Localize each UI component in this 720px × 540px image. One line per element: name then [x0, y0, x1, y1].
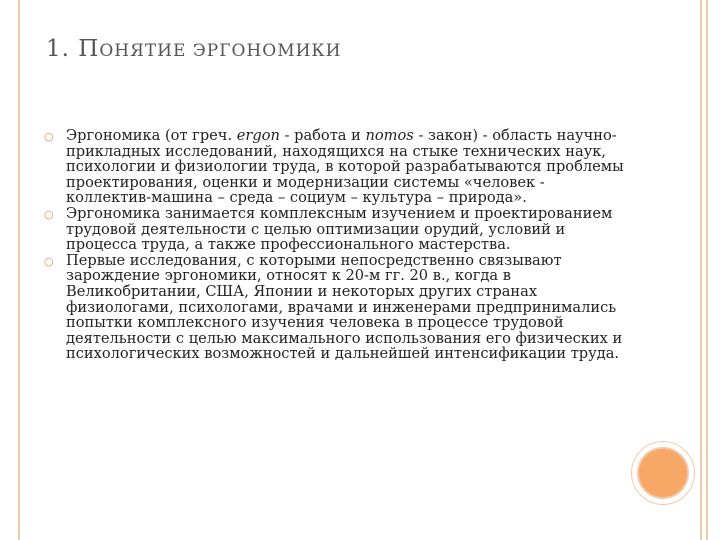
- slide-content: [44, 128, 624, 362]
- bullet-text-part: - закон) - область научно-прикладных исследований, находящихся на стыке технических наук, психологии и физиологии труда, в которой разрабатываются проблемы проектирования, оценки и модернизации системы «человек - коллектив-машина – среда – социум – культура – природа».: [66, 127, 624, 207]
- title-rest: ОНЯТИЕ ЭРГОНОМИКИ: [99, 41, 342, 61]
- bullet-text-part: Эргономика (от греч.: [66, 127, 237, 144]
- bullet-item: [44, 253, 624, 362]
- bullet-item: [44, 206, 624, 253]
- bullet-text-part: - работа и: [279, 127, 366, 144]
- ring-bullet-icon: ○: [44, 207, 54, 221]
- ring-bullet-icon: ○: [44, 130, 54, 143]
- slide-title: [46, 36, 341, 62]
- ring-bullet-icon: ○: [44, 254, 54, 268]
- decor-line-right: [700, 0, 702, 540]
- bullet-text: Первые исследования, с которыми непосредственно связывают зарождение эргономики, относят к 20-м гг. 20 в., когда в Великобритании, США, Японии и некоторых других странах физиологами, психологами, врачами и инженерами предпринимались попытки комплексного изучения человека в процессе трудовой деятельности с целью максимального использования его физических и психологических возможностей и дальнейшей интенсификации труда.: [66, 251, 623, 363]
- title-prefix: 1. П: [46, 36, 100, 62]
- bullet-text: Эргономика занимается комплексным изучением и проектированием трудовой деятельности с целью оптимизации орудий, условий и процесса труда, а также профессионального мастерства.: [66, 204, 613, 254]
- bullet-item: [44, 128, 624, 206]
- decor-circle: [637, 447, 689, 499]
- term-ergon: ergon: [236, 127, 280, 144]
- term-nomos: nomos: [365, 127, 414, 144]
- decor-line-right-outer: [706, 0, 708, 540]
- decor-line-left: [18, 0, 20, 540]
